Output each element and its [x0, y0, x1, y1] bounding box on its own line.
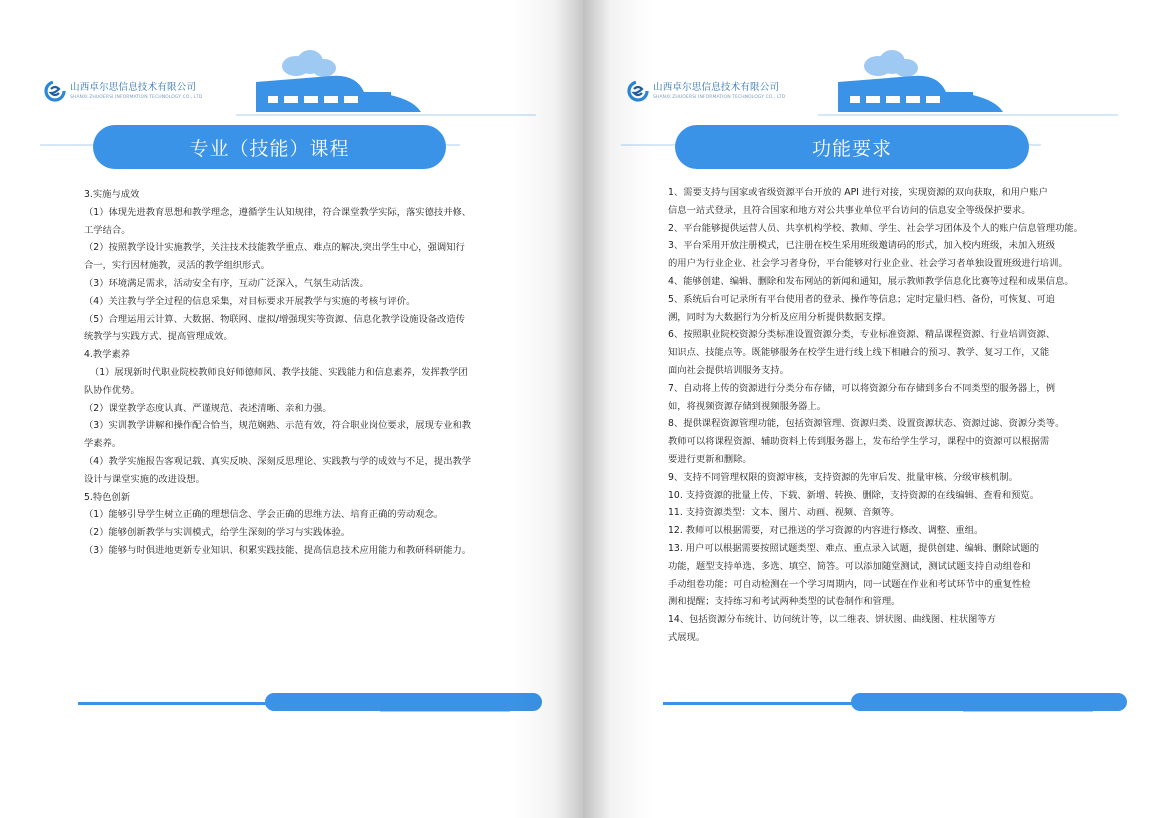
- text-line: （1）体现先进教育思想和教学理念，遵循学生认知规律，符合课堂教学实际，落实德技并修、: [84, 206, 472, 218]
- footer-pill: [851, 693, 1127, 711]
- text-line: （1）展现新时代职业院校教师良好师德师风、教学技能、实践能力和信息素养，发挥教学团: [84, 366, 468, 378]
- text-line: （5）合理运用云计算、大数据、物联网、虚拟/增强现实等资源、信息化教学设施设备改造传: [84, 313, 465, 325]
- page-gutter-shadow: [583, 0, 653, 818]
- text-line: 工学结合。: [84, 224, 131, 236]
- train-cloud-illustration: [236, 44, 536, 134]
- text-line: （1）能够引导学生树立正确的理想信念、学会正确的思维方法、培育正确的劳动观念。: [84, 509, 444, 521]
- section-heading: 3.实施与成效: [84, 189, 140, 200]
- text-line: 合一，实行因材施教，灵活的教学组织形式。: [84, 260, 270, 272]
- text-line: （2）课堂教学态度认真、严谨规范、表述清晰、亲和力强。: [84, 402, 332, 414]
- text-line: 13. 用户可以根据需要按照试题类型、难点、重点录入试题，提供创建、编辑、删除试题的: [668, 542, 1040, 554]
- right-page-title: 功能要求: [675, 125, 1029, 169]
- right-page-content: [668, 184, 1120, 647]
- text-line: 手动组卷功能；可自动检测在一个学习周期内，同一试题在作业和考试环节中的重复性检: [668, 578, 1031, 590]
- text-line: 面向社会提供培训服务支持。: [668, 364, 789, 376]
- text-line: （3）能够与时俱进地更新专业知识、积累实践技能、提高信息技术应用能力和教研科研能力。: [84, 544, 472, 556]
- text-line: （2）按照教学设计实施教学，关注技术技能教学重点、难点的解决,突出学生中心，强调知行: [84, 242, 465, 254]
- text-line: 教师可以将课程资源、辅助资料上传到服务器上，发布给学生学习，课程中的资源可以根据需: [668, 436, 1050, 448]
- text-line: 式展现。: [668, 631, 706, 643]
- text-line: 队协作优势。: [84, 384, 140, 396]
- text-line: 14、包括资源分布统计、访问统计等，以二维表、饼状图、曲线图、柱状图等方: [668, 614, 996, 626]
- text-line: 10. 支持资源的批量上传、下载、新增、转换、删除，支持资源的在线编辑、查看和预览。: [668, 489, 1040, 501]
- left-page-title: 专业（技能）课程: [93, 125, 446, 169]
- text-line: 4、能够创建、编辑、删除和发布网站的新闻和通知，展示教师教学信息化比赛等过程和成果信息。: [668, 275, 1074, 287]
- page-gutter-shadow: [513, 0, 583, 818]
- text-line: 5、系统后台可记录所有平台使用者的登录、操作等信息；定时定量归档、备份，可恢复、可追: [668, 293, 1056, 305]
- train-cloud-illustration: [818, 44, 1118, 134]
- company-logo: [44, 80, 202, 102]
- text-line: 3、平台采用开放注册模式，已注册在校生采用班级邀请码的形式，加入校内班级，未加入班级: [668, 240, 1056, 252]
- text-line: 的用户为行业企业、社会学习者身份，平台能够对行业企业、社会学习者单独设置班级进行培训。: [668, 258, 1068, 270]
- text-line: （4）关注教与学全过程的信息采集，对目标要求开展教学与实施的考核与评价。: [84, 295, 416, 307]
- text-line: （3）实训教学讲解和操作配合恰当，规范娴熟、示范有效，符合职业岗位要求，展现专业和教: [84, 420, 472, 432]
- footer-pill: [265, 693, 542, 711]
- text-line: （4）教学实施报告客观记载、真实反映、深刻反思理论、实践教与学的成效与不足，提出教学: [84, 455, 472, 467]
- text-line: 功能，题型支持单选、多选、填空、简答。可以添加随堂测试，测试试题支持自动组卷和: [668, 560, 1031, 572]
- left-page-content: [84, 186, 524, 560]
- text-line: 11. 支持资源类型：文本、图片、动画、视频、音频等。: [668, 507, 900, 519]
- text-line: 2、平台能够提供运营人员、共享机构学校、教师、学生、社会学习团体及个人的账户信息管理功能。: [668, 222, 1083, 234]
- text-line: 6、按照职业院校资源分类标准设置资源分类，专业标准资源、精品课程资源、行业培训资源、: [668, 329, 1056, 341]
- company-name-cn: 山西卓尔思信息技术有限公司: [653, 81, 780, 93]
- section-heading: 4.教学素养: [84, 349, 131, 361]
- company-logo-icon: [44, 80, 66, 102]
- text-line: （2）能够创新教学与实训模式，给学生深刻的学习与实践体验。: [84, 527, 351, 539]
- text-line: 7、自动将上传的资源进行分类分布存储，可以将资源分布存储到多台不同类型的服务器上，例: [668, 382, 1056, 394]
- text-line: （3）环境满足需求，活动安全有序，互动广泛深入，气氛生动活泼。: [84, 277, 369, 289]
- text-line: 知识点、技能点等。既能够服务在校学生进行线上线下相融合的预习、教学、复习工作，又能: [668, 347, 1050, 359]
- company-name-cn: 山西卓尔思信息技术有限公司: [70, 81, 197, 93]
- text-line: 9、支持不同管理权限的资源审核，支持资源的先审后发、批量审核、分级审核机制。: [668, 471, 1018, 483]
- text-line: 学素养。: [84, 438, 122, 450]
- company-name-en: SHANXI ZHUOERSI INFORMATION TECHNOLOGY CO., LTD: [70, 94, 203, 100]
- text-line: 8、提供课程资源管理功能，包括资源管理、资源归类、设置资源状态、资源过滤、资源分类等。: [668, 418, 1065, 430]
- text-line: 测和提醒；支持练习和考试两种类型的试卷制作和管理。: [668, 596, 901, 608]
- footer-accent: [663, 702, 863, 705]
- text-line: 12. 教师可以根据需要，对已推送的学习资源的内容进行修改、调整、重组。: [668, 525, 984, 537]
- right-page: [583, 0, 1166, 818]
- section-heading: 5.特色创新: [84, 491, 131, 503]
- text-line: 信息一站式登录，且符合国家和地方对公共事业单位平台访问的信息安全等级保护要求。: [668, 204, 1031, 216]
- text-line: 溯，同时为大数据行为分析及应用分析提供数据支撑。: [668, 311, 892, 323]
- text-line: 1、需要支持与国家或省级资源平台开放的 API 进行对接，实现资源的双向获取，和用户账户: [668, 187, 1048, 198]
- footer-accent: [78, 702, 278, 705]
- text-line: 如，将视频资源存储到视频服务器上。: [668, 400, 827, 412]
- text-line: 要进行更新和删除。: [668, 453, 752, 465]
- text-line: 统教学与实践方式、提高管理成效。: [84, 331, 233, 343]
- company-name-en: SHANXI ZHUOERSI INFORMATION TECHNOLOGY CO., LTD: [653, 94, 786, 100]
- text-line: 设计与课堂实施的改进设想。: [84, 473, 205, 485]
